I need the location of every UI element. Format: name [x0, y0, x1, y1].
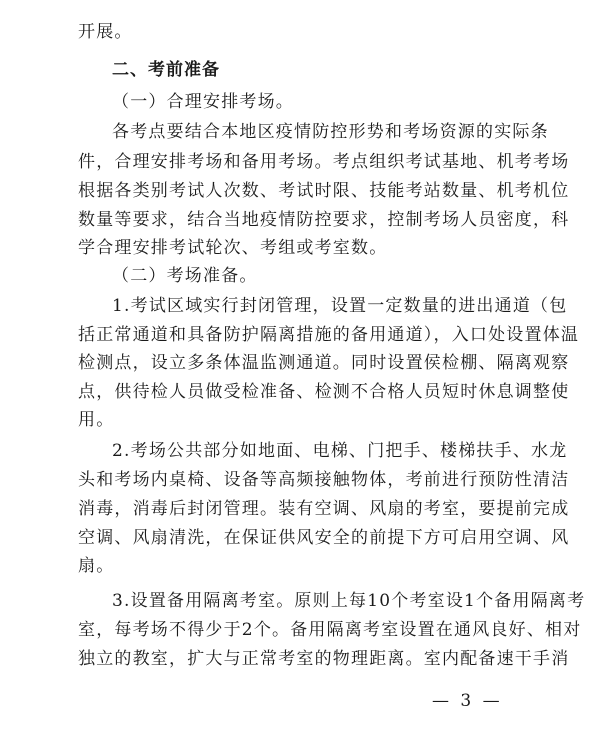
body-text-line: 括正常通道和具备防护隔离措施的备用通道），入口处设置体温 [78, 325, 580, 345]
body-text-line: 用。 [78, 410, 115, 430]
subsection-heading: （二）考场准备。 [112, 266, 258, 286]
body-text-line: 学合理安排考试轮次、考组或考室数。 [78, 238, 388, 258]
body-text-line: 各考点要结合本地区疫情防控形势和考场资源的实际条 [112, 122, 549, 142]
body-text-line: 数量等要求，结合当地疫情防控要求，控制考场人员密度，科 [78, 210, 570, 230]
body-text-line: 检测点，设立多条体温监测通道。同时设置侯检棚、隔离观察 [78, 353, 570, 373]
body-text-line: 扇。 [78, 556, 115, 576]
body-text-line: 室，每考场不得少于2个。备用隔离考室设置在通风良好、相对 [78, 620, 582, 640]
body-text-line: 独立的教室，扩大与正常考室的物理距离。室内配备速干手消 [78, 649, 570, 669]
body-text-line: 1.考试区域实行封闭管理，设置一定数量的进出通道（包 [112, 296, 568, 316]
body-text-line: 头和考场内桌椅、设备等高频接触物体，考前进行预防性清洁 [78, 470, 570, 490]
section-heading: 二、考前准备 [112, 60, 220, 80]
body-text-line: 点，供待检人员做受检准备、检测不合格人员短时休息调整使 [78, 382, 570, 402]
body-text-line: 根据各类别考试人次数、考试时限、技能考站数量、机考机位 [78, 181, 570, 201]
body-text-line: 3.设置备用隔离考室。原则上每10个考室设1个备用隔离考 [112, 591, 586, 611]
body-text-line: 开展。 [78, 22, 133, 42]
body-text-line: 空调、风扇清洗，在保证供风安全的前提下方可启用空调、风 [78, 528, 570, 548]
body-text-line: 件，合理安排考场和备用考场。考点组织考试基地、机考考场 [78, 152, 570, 172]
body-text-line: 2.考场公共部分如地面、电梯、门把手、楼梯扶手、水龙 [112, 441, 568, 461]
body-text-line: 消毒，消毒后封闭管理。装有空调、风扇的考室，要提前完成 [78, 499, 570, 519]
page-number: — 3 — [432, 691, 503, 711]
subsection-heading: （一）合理安排考场。 [112, 92, 294, 112]
